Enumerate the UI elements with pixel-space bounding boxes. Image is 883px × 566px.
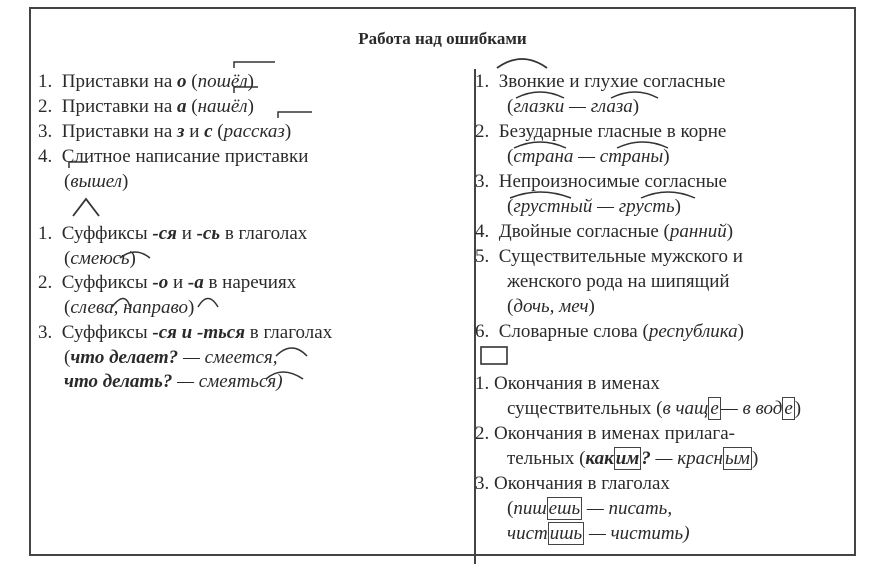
- list-item: 4. Двойные согласные (ранний): [475, 221, 734, 242]
- list-item-continuation: (слева, направо): [64, 297, 195, 318]
- list-item-continuation: (пиш ешь — писать,: [507, 498, 673, 519]
- list-item: 4. Слитное написание приставки: [38, 146, 309, 167]
- ending-symbol-icon: [481, 347, 507, 364]
- ending-box: ишь: [549, 523, 583, 544]
- list-item-continuation: (что делает? — смеется,: [64, 347, 278, 368]
- list-item-continuation: чист ишь — чистить): [507, 523, 690, 544]
- list-item-continuation: что делать? — смеяться): [64, 371, 283, 392]
- list-item: 1. Приставки на о (пошёл): [38, 71, 254, 92]
- list-item-continuation: (смеюсь): [64, 248, 136, 269]
- list-item: 3. Приставки на з и с (рассказ): [38, 121, 292, 142]
- list-item: 2. Суффиксы -о и -а в наречиях: [38, 272, 297, 293]
- list-item: 6. Словарные слова (республика): [475, 321, 744, 342]
- list-item: 3. Окончания в глаголах: [475, 473, 670, 494]
- list-item: 3. Непроизносимые согласные: [475, 171, 727, 192]
- list-item-continuation: (грустный — грусть): [507, 196, 681, 217]
- list-item-continuation: (вышел): [64, 171, 129, 192]
- ending-box: им: [615, 448, 640, 469]
- example-word: пошёл: [197, 71, 248, 92]
- list-item: 2. Окончания в именах прилага-: [475, 423, 735, 444]
- root-symbol-icon: [497, 59, 547, 68]
- list-item-continuation: существительных (в чащ е — в вод е ): [507, 398, 802, 419]
- list-item-continuation: (дочь, меч): [507, 296, 595, 317]
- ending-box: е: [710, 398, 719, 419]
- ending-box: ым: [724, 448, 750, 469]
- list-item-continuation: женского рода на шипящий: [507, 271, 730, 292]
- ending-box: ешь: [548, 498, 581, 519]
- list-item: 2. Безударные гласные в корне: [475, 121, 727, 142]
- example-word: нашёл: [197, 96, 248, 117]
- list-item: 1. Окончания в именах: [475, 373, 660, 394]
- list-item-continuation: (страна — страны): [507, 146, 670, 167]
- example-word: рассказ: [223, 121, 285, 142]
- list-item: 1. Звонкие и глухие согласные: [475, 71, 726, 92]
- list-item: 3. Суффиксы -ся и -ться в глаголах: [38, 322, 333, 343]
- page-title: Работа над ошибками: [358, 29, 527, 48]
- list-item: 2. Приставки на а (нашёл): [38, 96, 254, 117]
- list-item-continuation: (глазки — глаза): [507, 96, 640, 117]
- list-item-continuation: тельных (как им ? — красн ым ): [507, 448, 759, 469]
- list-item: 5. Существительные мужского и: [475, 246, 743, 267]
- list-item: 1. Суффиксы -ся и -сь в глаголах: [38, 223, 308, 244]
- ending-box: е: [784, 398, 793, 419]
